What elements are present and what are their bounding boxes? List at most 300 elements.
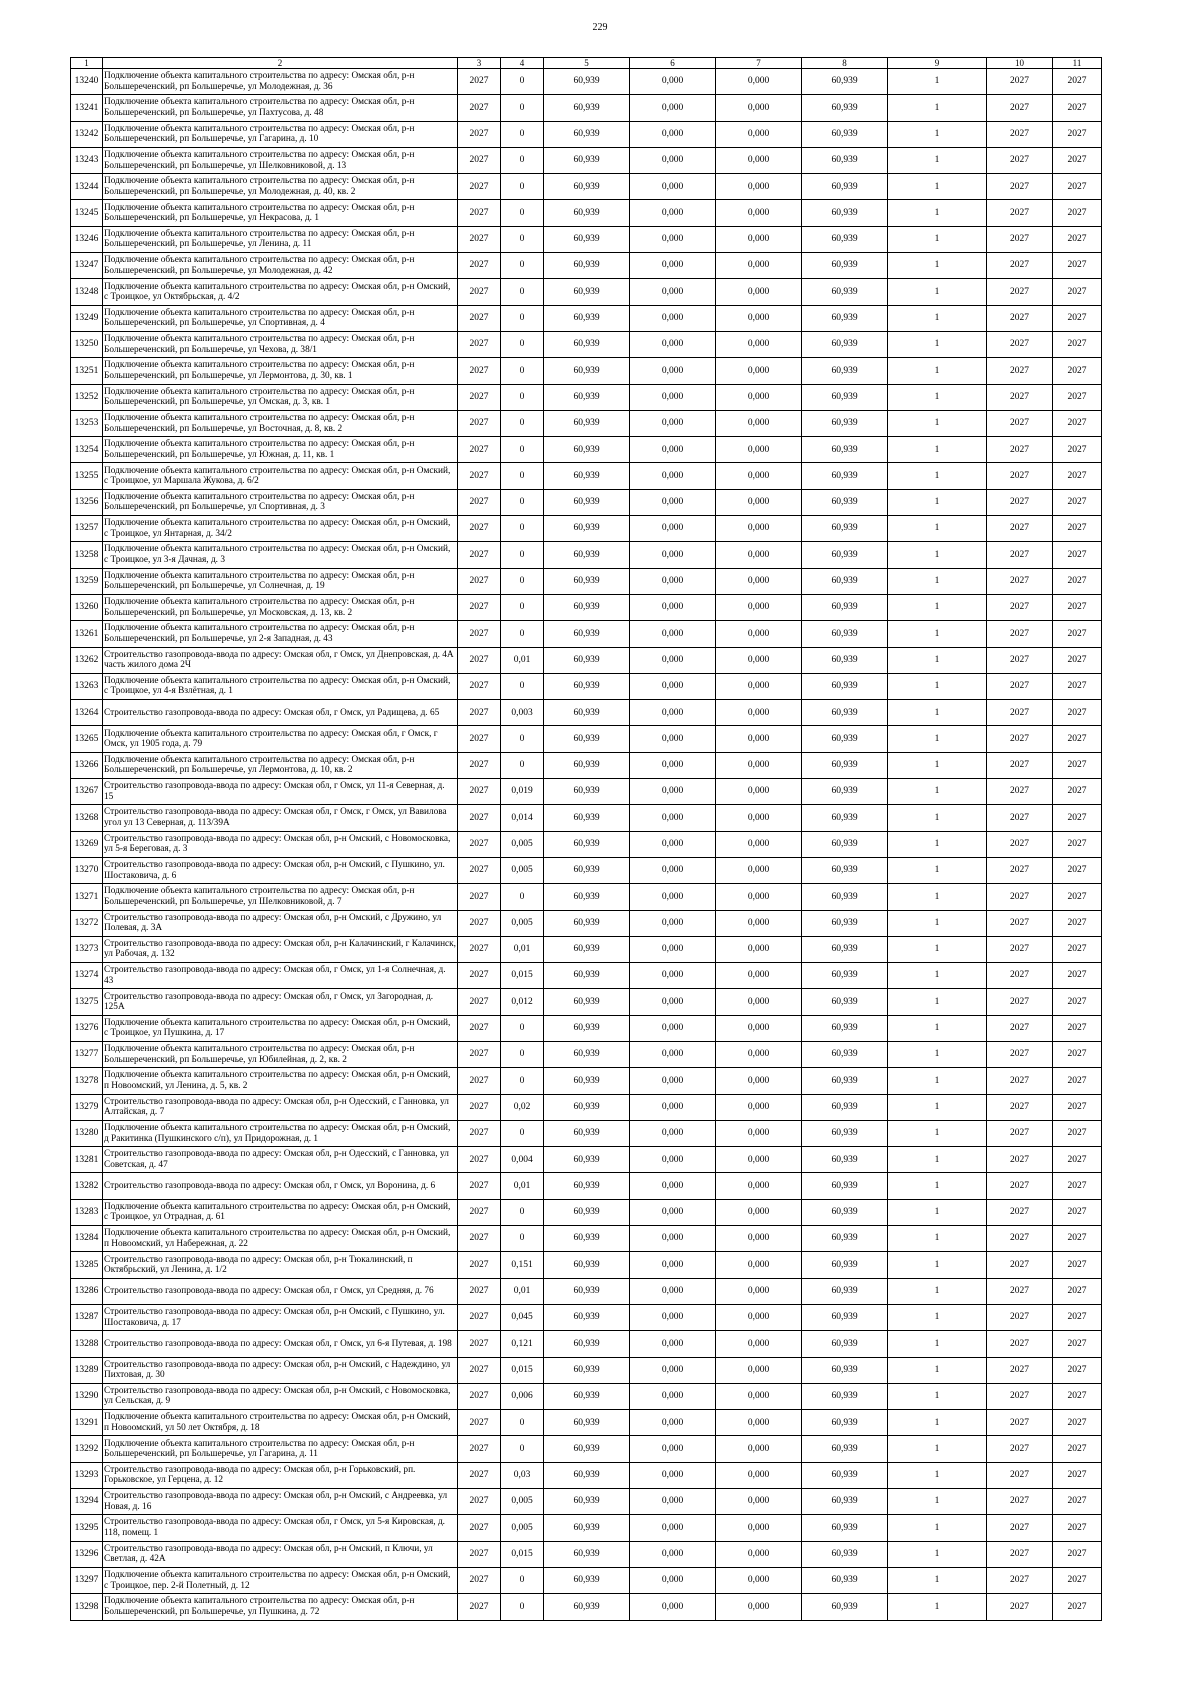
table-cell: 0	[501, 121, 544, 147]
table-cell: 60,939	[544, 437, 630, 463]
table-cell: 0,000	[630, 963, 716, 989]
object-description: Подключение объекта капитального строительства по адресу: Омская обл, р-н Омский, с Троицкое, ул Октябрьская, д. 4/2	[103, 279, 458, 305]
table-row	[71, 1199, 1102, 1225]
object-description: Подключение объекта капитального строительства по адресу: Омская обл, р-н Большереченский, рп Большеречье, ул Шелковниковой, д. 13	[103, 147, 458, 173]
table-cell: 2027	[458, 1462, 501, 1488]
table-cell: 2027	[1053, 910, 1102, 936]
table-cell: 1	[888, 1015, 987, 1041]
table-cell: 2027	[987, 1252, 1053, 1278]
table-cell: 60,939	[544, 779, 630, 805]
table-cell: 60,939	[802, 1094, 888, 1120]
table-cell: 2027	[987, 621, 1053, 647]
table-cell: 2027	[1053, 1331, 1102, 1357]
table-row	[71, 673, 1102, 699]
table-cell: 60,939	[544, 1515, 630, 1541]
table-cell: 2027	[458, 1410, 501, 1436]
table-row	[71, 752, 1102, 778]
table-cell: 60,939	[544, 805, 630, 831]
table-cell: 2027	[458, 253, 501, 279]
table-cell: 2027	[987, 69, 1053, 95]
table-cell: 0,000	[630, 1383, 716, 1409]
table-row	[71, 358, 1102, 384]
table-cell: 0,000	[630, 1357, 716, 1383]
row-number: 13297	[71, 1567, 103, 1593]
table-cell: 60,939	[544, 1436, 630, 1462]
table-cell: 2027	[458, 726, 501, 752]
table-cell: 0,000	[716, 331, 802, 357]
table-cell: 60,939	[544, 1541, 630, 1567]
table-cell: 0,000	[716, 831, 802, 857]
object-description: Подключение объекта капитального строительства по адресу: Омская обл, р-н Омский, с Троицкое, ул Маршала Жукова, д. 6/2	[103, 463, 458, 489]
table-cell: 1	[888, 331, 987, 357]
table-cell: 0,000	[630, 69, 716, 95]
object-description: Подключение объекта капитального строительства по адресу: Омская обл, р-н Большереченский, рп Большеречье, ул Чехова, д. 38/1	[103, 331, 458, 357]
table-row	[71, 1410, 1102, 1436]
row-number: 13250	[71, 331, 103, 357]
table-cell: 2027	[458, 1199, 501, 1225]
table-cell: 0,000	[630, 1199, 716, 1225]
table-cell: 0	[501, 331, 544, 357]
table-cell: 1	[888, 884, 987, 910]
table-cell: 0,000	[716, 253, 802, 279]
row-number: 13295	[71, 1515, 103, 1541]
object-description: Подключение объекта капитального строительства по адресу: Омская обл, р-н Большереченский, рп Большеречье, ул Омская, д. 3, кв. 1	[103, 384, 458, 410]
table-row	[71, 384, 1102, 410]
table-cell: 1	[888, 1462, 987, 1488]
table-cell: 0,000	[716, 857, 802, 883]
table-cell: 60,939	[544, 174, 630, 200]
table-cell: 0	[501, 384, 544, 410]
page-number: 229	[592, 22, 608, 33]
table-cell: 0,000	[716, 1515, 802, 1541]
table-cell: 1	[888, 1147, 987, 1173]
row-number: 13253	[71, 410, 103, 436]
table-cell: 0,000	[630, 1436, 716, 1462]
table-cell: 60,939	[802, 1436, 888, 1462]
table-cell: 0,000	[630, 95, 716, 121]
row-number: 13284	[71, 1226, 103, 1252]
table-row	[71, 700, 1102, 726]
table-cell: 2027	[1053, 1199, 1102, 1225]
table-cell: 1	[888, 358, 987, 384]
table-cell: 60,939	[802, 1041, 888, 1067]
row-number: 13277	[71, 1041, 103, 1067]
table-cell: 0	[501, 463, 544, 489]
table-cell: 2027	[1053, 1594, 1102, 1620]
row-number: 13288	[71, 1331, 103, 1357]
table-cell: 60,939	[544, 463, 630, 489]
table-cell: 2027	[987, 1567, 1053, 1593]
table-cell: 2027	[458, 1226, 501, 1252]
table-cell: 60,939	[802, 963, 888, 989]
table-cell: 60,939	[544, 1226, 630, 1252]
object-description: Подключение объекта капитального строительства по адресу: Омская обл, р-н Большереченский, рп Большеречье, ул Лермонтова, д. 10, кв. 2	[103, 752, 458, 778]
table-cell: 0,000	[630, 779, 716, 805]
table-cell: 60,939	[544, 121, 630, 147]
row-number: 13274	[71, 963, 103, 989]
table-cell: 1	[888, 647, 987, 673]
table-cell: 2027	[1053, 305, 1102, 331]
table-cell: 0,000	[716, 1331, 802, 1357]
table-cell: 2027	[458, 1252, 501, 1278]
table-cell: 0,000	[630, 752, 716, 778]
table-cell: 0,000	[630, 1541, 716, 1567]
row-number: 13269	[71, 831, 103, 857]
table-cell: 0,045	[501, 1304, 544, 1330]
row-number: 13260	[71, 594, 103, 620]
table-cell: 2027	[458, 331, 501, 357]
table-cell: 0	[501, 673, 544, 699]
table-cell: 60,939	[544, 1147, 630, 1173]
object-description: Строительство газопровода-ввода по адресу: Омская обл, р-н Омский, с Дружино, ул Полевая, д. 3А	[103, 910, 458, 936]
table-row	[71, 1515, 1102, 1541]
table-cell: 0,000	[630, 542, 716, 568]
table-cell: 2027	[987, 1436, 1053, 1462]
header-row	[71, 58, 1102, 69]
table-cell: 0	[501, 358, 544, 384]
table-cell: 2027	[987, 1515, 1053, 1541]
table-cell: 60,939	[802, 226, 888, 252]
table-cell: 0,000	[630, 1147, 716, 1173]
row-number: 13272	[71, 910, 103, 936]
table-row	[71, 1383, 1102, 1409]
object-description: Строительство газопровода-ввода по адресу: Омская обл, р-н Калачинский, г Калачинск, ул Рабочая, д. 132	[103, 936, 458, 962]
table-cell: 60,939	[544, 1041, 630, 1067]
table-cell: 60,939	[544, 410, 630, 436]
table-cell: 1	[888, 69, 987, 95]
table-cell: 60,939	[802, 989, 888, 1015]
table-row	[71, 1068, 1102, 1094]
table-row	[71, 1331, 1102, 1357]
table-cell: 0,000	[716, 594, 802, 620]
object-description: Подключение объекта капитального строительства по адресу: Омская обл, р-н Большереченский, рп Большеречье, ул Пахтусова, д. 48	[103, 95, 458, 121]
table-cell: 0,000	[630, 989, 716, 1015]
table-cell: 60,939	[544, 226, 630, 252]
table-cell: 2027	[987, 1357, 1053, 1383]
table-cell: 2027	[987, 1015, 1053, 1041]
table-cell: 2027	[1053, 1567, 1102, 1593]
table-cell: 60,939	[802, 936, 888, 962]
table-cell: 2027	[1053, 752, 1102, 778]
table-cell: 0,000	[716, 1147, 802, 1173]
table-row	[71, 805, 1102, 831]
table-cell: 0,000	[716, 279, 802, 305]
object-description: Подключение объекта капитального строительства по адресу: Омская обл, р-н Большереченский, рп Большеречье, ул Юбилейная, д. 2, кв. 2	[103, 1041, 458, 1067]
table-row	[71, 226, 1102, 252]
object-description: Подключение объекта капитального строительства по адресу: Омская обл, р-н Большереченский, рп Большеречье, ул Гагарина, д. 10	[103, 121, 458, 147]
table-cell: 0,019	[501, 779, 544, 805]
table-cell: 2027	[987, 121, 1053, 147]
table-cell: 1	[888, 1410, 987, 1436]
column-number: 2	[103, 58, 458, 69]
object-description: Строительство газопровода-ввода по адресу: Омская обл, г Омск, ул 6-я Путевая, д. 198	[103, 1331, 458, 1357]
table-cell: 0,000	[716, 1567, 802, 1593]
table-cell: 0,000	[630, 1278, 716, 1304]
table-cell: 0,000	[716, 200, 802, 226]
table-cell: 0,000	[716, 1252, 802, 1278]
table-cell: 60,939	[544, 910, 630, 936]
table-cell: 1	[888, 1199, 987, 1225]
table-cell: 0,000	[716, 989, 802, 1015]
table-cell: 0,000	[716, 121, 802, 147]
table-cell: 0,000	[716, 673, 802, 699]
table-cell: 1	[888, 1383, 987, 1409]
table-cell: 0	[501, 1226, 544, 1252]
table-cell: 2027	[987, 253, 1053, 279]
table-cell: 60,939	[544, 1068, 630, 1094]
row-number: 13261	[71, 621, 103, 647]
table-cell: 2027	[458, 989, 501, 1015]
table-cell: 2027	[987, 963, 1053, 989]
table-cell: 2027	[1053, 568, 1102, 594]
table-cell: 0,000	[630, 647, 716, 673]
object-description: Подключение объекта капитального строительства по адресу: Омская обл, р-н Омский, с Троицкое, ул Пушкина, д. 17	[103, 1015, 458, 1041]
table-row	[71, 831, 1102, 857]
table-cell: 0,151	[501, 1252, 544, 1278]
table-row	[71, 69, 1102, 95]
table-cell: 0,000	[630, 1462, 716, 1488]
table-cell: 2027	[458, 95, 501, 121]
table-cell: 2027	[1053, 121, 1102, 147]
table-cell: 0	[501, 726, 544, 752]
table-cell: 2027	[458, 700, 501, 726]
table-cell: 60,939	[802, 1199, 888, 1225]
table-cell: 0,000	[630, 857, 716, 883]
table-cell: 0,000	[630, 384, 716, 410]
table-cell: 2027	[987, 1410, 1053, 1436]
table-cell: 1	[888, 989, 987, 1015]
table-cell: 2027	[1053, 516, 1102, 542]
table-cell: 0	[501, 568, 544, 594]
table-cell: 0,000	[716, 1278, 802, 1304]
table-cell: 0,000	[716, 489, 802, 515]
table-cell: 2027	[458, 410, 501, 436]
table-cell: 1	[888, 1541, 987, 1567]
table-cell: 60,939	[544, 963, 630, 989]
table-cell: 2027	[1053, 226, 1102, 252]
table-cell: 1	[888, 542, 987, 568]
table-cell: 1	[888, 226, 987, 252]
table-cell: 2027	[987, 1068, 1053, 1094]
table-cell: 0,000	[716, 1410, 802, 1436]
table-cell: 1	[888, 1041, 987, 1067]
table-cell: 2027	[1053, 384, 1102, 410]
table-cell: 60,939	[802, 384, 888, 410]
table-cell: 1	[888, 963, 987, 989]
table-row	[71, 1594, 1102, 1620]
table-cell: 60,939	[544, 1252, 630, 1278]
table-cell: 2027	[1053, 253, 1102, 279]
row-number: 13283	[71, 1199, 103, 1225]
table-cell: 0,000	[630, 1068, 716, 1094]
table-cell: 60,939	[802, 516, 888, 542]
table-cell: 0,000	[630, 1304, 716, 1330]
table-cell: 0,000	[630, 516, 716, 542]
table-cell: 0,000	[716, 516, 802, 542]
table-cell: 2027	[458, 621, 501, 647]
object-description: Строительство газопровода-ввода по адресу: Омская обл, г Омск, ул 11-я Северная, д. 15	[103, 779, 458, 805]
row-number: 13289	[71, 1357, 103, 1383]
table-cell: 2027	[1053, 1410, 1102, 1436]
object-description: Строительство газопровода-ввода по адресу: Омская обл, р-н Омский, с Новомосковка, ул Сельская, д. 9	[103, 1383, 458, 1409]
table-cell: 0,000	[630, 1489, 716, 1515]
table-cell: 0,000	[630, 1041, 716, 1067]
row-number: 13262	[71, 647, 103, 673]
table-cell: 2027	[987, 568, 1053, 594]
table-cell: 2027	[987, 1147, 1053, 1173]
table-cell: 0,121	[501, 1331, 544, 1357]
table-cell: 0	[501, 147, 544, 173]
table-cell: 2027	[987, 95, 1053, 121]
table-cell: 2027	[458, 594, 501, 620]
table-cell: 0,000	[716, 1462, 802, 1488]
table-cell: 60,939	[544, 1173, 630, 1199]
row-number: 13294	[71, 1489, 103, 1515]
table-row	[71, 279, 1102, 305]
table-cell: 0,000	[716, 174, 802, 200]
table-cell: 60,939	[544, 673, 630, 699]
table-cell: 2027	[987, 226, 1053, 252]
table-cell: 2027	[987, 910, 1053, 936]
object-description: Подключение объекта капитального строительства по адресу: Омская обл, р-н Омский, с Троицкое, ул Янтарная, д. 34/2	[103, 516, 458, 542]
table-cell: 60,939	[544, 516, 630, 542]
table-cell: 2027	[458, 673, 501, 699]
table-cell: 2027	[1053, 1541, 1102, 1567]
object-description: Подключение объекта капитального строительства по адресу: Омская обл, р-н Большереченский, рп Большеречье, ул Восточная, д. 8, кв. 2	[103, 410, 458, 436]
row-number: 13240	[71, 69, 103, 95]
table-cell: 0,000	[716, 226, 802, 252]
column-number: 10	[987, 58, 1053, 69]
column-number: 3	[458, 58, 501, 69]
table-cell: 2027	[458, 542, 501, 568]
table-cell: 0,000	[716, 358, 802, 384]
table-cell: 60,939	[544, 1199, 630, 1225]
table-cell: 0,015	[501, 963, 544, 989]
column-number: 4	[501, 58, 544, 69]
table-cell: 0	[501, 1567, 544, 1593]
table-row	[71, 963, 1102, 989]
table-cell: 60,939	[544, 568, 630, 594]
table-cell: 60,939	[544, 700, 630, 726]
table-cell: 60,939	[802, 1515, 888, 1541]
table-cell: 2027	[1053, 1041, 1102, 1067]
table-cell: 0,000	[630, 200, 716, 226]
row-number: 13282	[71, 1173, 103, 1199]
table-cell: 0,000	[716, 752, 802, 778]
table-cell: 60,939	[802, 437, 888, 463]
table-cell: 2027	[987, 1199, 1053, 1225]
object-description: Строительство газопровода-ввода по адресу: Омская обл, г Омск, ул Воронина, д. 6	[103, 1173, 458, 1199]
row-number: 13276	[71, 1015, 103, 1041]
table-cell: 0,004	[501, 1147, 544, 1173]
table-cell: 0,000	[716, 1068, 802, 1094]
table-cell: 0,000	[716, 568, 802, 594]
table-cell: 2027	[1053, 989, 1102, 1015]
table-cell: 2027	[987, 700, 1053, 726]
object-description: Подключение объекта капитального строительства по адресу: Омская обл, р-н Большереченский, рп Большеречье, ул Молодежная, д. 40, кв. 2	[103, 174, 458, 200]
table-cell: 2027	[458, 1541, 501, 1567]
table-cell: 0,005	[501, 910, 544, 936]
table-cell: 0	[501, 410, 544, 436]
table-row	[71, 174, 1102, 200]
table-cell: 2027	[1053, 1304, 1102, 1330]
object-description: Строительство газопровода-ввода по адресу: Омская обл, р-н Омский, с Пушкино, ул. Шостаковича, д. 17	[103, 1304, 458, 1330]
object-description: Подключение объекта капитального строительства по адресу: Омская обл, р-н Большереченский, рп Большеречье, ул Московская, д. 13, кв. 2	[103, 594, 458, 620]
table-cell: 0	[501, 489, 544, 515]
object-description: Подключение объекта капитального строительства по адресу: Омская обл, р-н Омский, с Троицкое, ул 4-я Взлётная, д. 1	[103, 673, 458, 699]
table-cell: 0	[501, 174, 544, 200]
table-row	[71, 1436, 1102, 1462]
table-cell: 0,000	[630, 1331, 716, 1357]
row-number: 13243	[71, 147, 103, 173]
table-row	[71, 936, 1102, 962]
table-cell: 0,015	[501, 1357, 544, 1383]
table-cell: 2027	[458, 936, 501, 962]
table-cell: 0,000	[630, 936, 716, 962]
table-row	[71, 989, 1102, 1015]
table-cell: 0	[501, 437, 544, 463]
table-cell: 2027	[458, 121, 501, 147]
table-cell: 60,939	[802, 1594, 888, 1620]
table-cell: 60,939	[802, 1357, 888, 1383]
table-cell: 2027	[1053, 1462, 1102, 1488]
table-cell: 60,939	[802, 1541, 888, 1567]
table-row	[71, 121, 1102, 147]
table-cell: 1	[888, 384, 987, 410]
table-cell: 60,939	[802, 542, 888, 568]
table-cell: 60,939	[802, 594, 888, 620]
table-cell: 2027	[987, 279, 1053, 305]
object-description: Подключение объекта капитального строительства по адресу: Омская обл, р-н Большереченский, рп Большеречье, ул Гагарина, д. 11	[103, 1436, 458, 1462]
table-cell: 60,939	[802, 568, 888, 594]
table-cell: 0,000	[630, 884, 716, 910]
row-number: 13279	[71, 1094, 103, 1120]
table-cell: 2027	[987, 752, 1053, 778]
table-cell: 0,000	[630, 1410, 716, 1436]
table-cell: 60,939	[544, 1278, 630, 1304]
table-cell: 0,005	[501, 1515, 544, 1541]
table-cell: 2027	[987, 358, 1053, 384]
table-cell: 60,939	[544, 305, 630, 331]
table-cell: 60,939	[544, 831, 630, 857]
table-cell: 2027	[1053, 95, 1102, 121]
table-row	[71, 857, 1102, 883]
table-cell: 1	[888, 279, 987, 305]
table-cell: 2027	[987, 1541, 1053, 1567]
table-cell: 0,01	[501, 1173, 544, 1199]
row-number: 13291	[71, 1410, 103, 1436]
row-number: 13268	[71, 805, 103, 831]
table-cell: 2027	[458, 1383, 501, 1409]
table-cell: 2027	[1053, 831, 1102, 857]
row-number: 13263	[71, 673, 103, 699]
table-cell: 2027	[1053, 963, 1102, 989]
table-cell: 2027	[1053, 1226, 1102, 1252]
table-row	[71, 1278, 1102, 1304]
table-cell: 1	[888, 1357, 987, 1383]
table-cell: 2027	[458, 1068, 501, 1094]
table-cell: 0,012	[501, 989, 544, 1015]
table-cell: 0,014	[501, 805, 544, 831]
object-description: Подключение объекта капитального строительства по адресу: Омская обл, р-н Большереченский, рп Большеречье, ул Некрасова, д. 1	[103, 200, 458, 226]
object-description: Подключение объекта капитального строительства по адресу: Омская обл, р-н Большереченский, рп Большеречье, ул Лермонтова, д. 30, кв. 1	[103, 358, 458, 384]
table-cell: 60,939	[802, 1304, 888, 1330]
table-cell: 0,000	[630, 437, 716, 463]
row-number: 13287	[71, 1304, 103, 1330]
table-row	[71, 1541, 1102, 1567]
table-cell: 2027	[458, 279, 501, 305]
table-cell: 2027	[987, 463, 1053, 489]
